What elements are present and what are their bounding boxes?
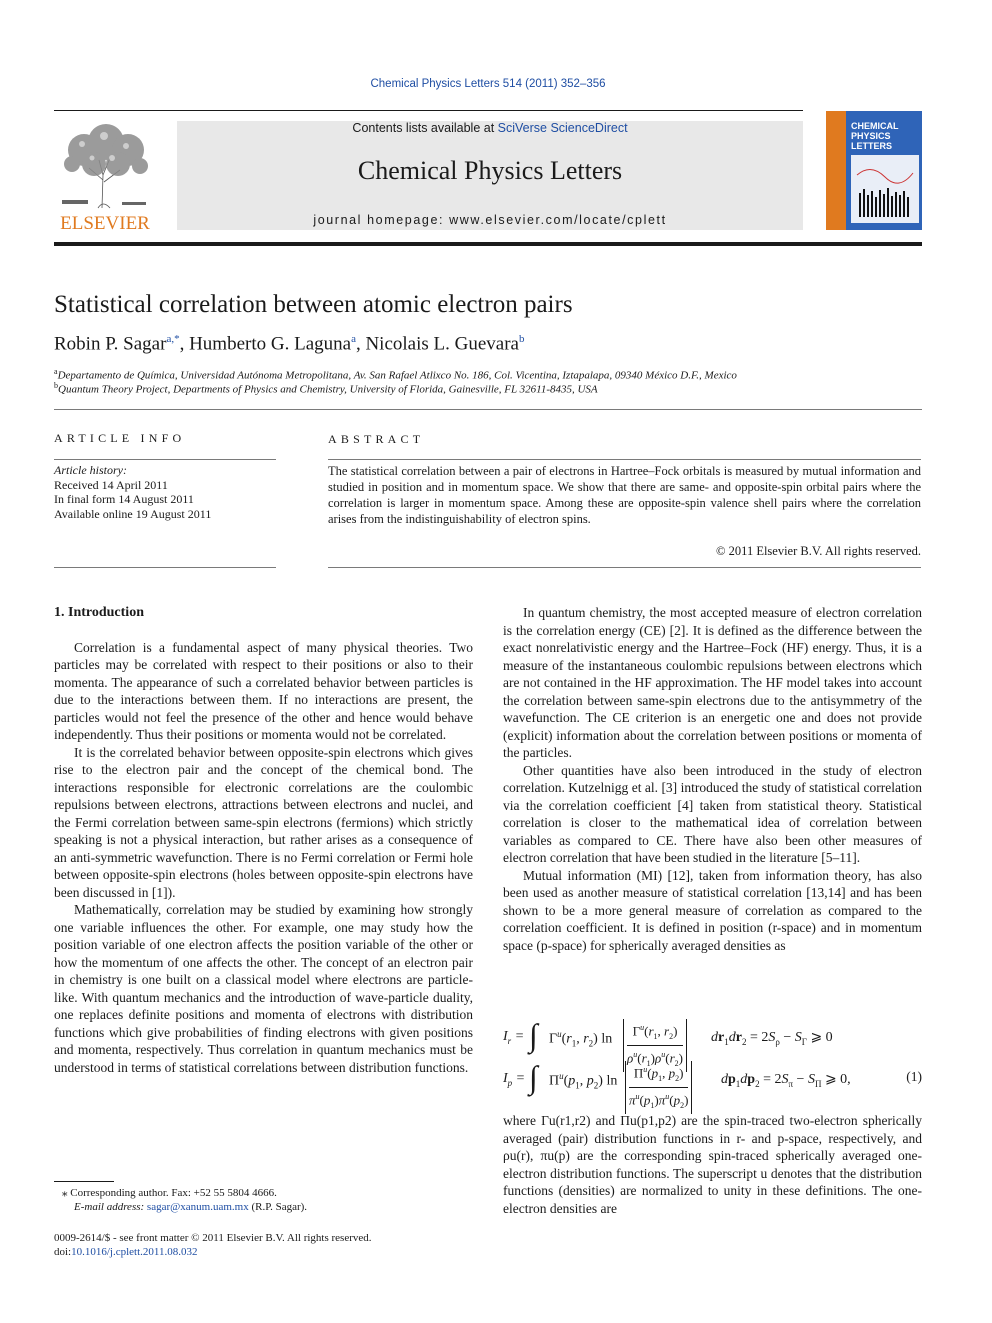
author-affiliation-mark[interactable]: a — [351, 333, 356, 345]
section-heading: 1. Introduction — [54, 605, 144, 620]
elsevier-wordmark: ELSEVIER — [60, 213, 150, 232]
right-column — [503, 604, 922, 954]
elsevier-logo — [54, 120, 156, 232]
equation-momentum-mi: $I_p$ = ∫ $\Pi^u(p_1$, $p_2$) ln $\Pi^u(p_1$, $p_2$) $\pi^u(p_1)\pi^u(p_2)$ $dp_1dp_2 = 2S_\pi - S_\Pi$ ⩾ 0, (1) — [503, 1059, 922, 1101]
article-info-bottom-rule — [54, 567, 276, 568]
body-paragraph: It is the correlated behavior between opposite-spin electrons which gives rise to the electron pair and the concept of the chemical bond. The interactions responsible for electronic correlations are the coulombic repulsions between electrons, attractions between electrons and nuclei, and the Fermi correlation between same-spin electrons (fermions) which strictly speaking is not a physical interaction, but rather arises as a consequence of an anti-symmetric wavefunction. There is no Fermi correlation or Fermi hole between opposite-spin electrons (holes between opposite-spin electrons have been discussed in [1]). — [54, 744, 473, 900]
cover-spectrum-icon — [851, 155, 919, 223]
doi-link[interactable]: 10.1016/j.cplett.2011.08.032 — [71, 1246, 198, 1258]
issn-line: 0009-2614/$ - see front matter © 2011 Elsevier B.V. All rights reserved. — [54, 1232, 372, 1244]
abstract-rule — [328, 459, 921, 460]
author-email-link[interactable]: sagar@xanum.uam.mx — [146, 1201, 249, 1213]
affiliation-a — [54, 367, 737, 382]
cover-title-line: CHEMICAL — [851, 121, 899, 131]
contents-prefix: Contents lists available at — [352, 121, 498, 135]
journal-citation[interactable]: Chemical Physics Letters 514 (2011) 352–356 — [370, 78, 606, 90]
body-paragraph: Mutual information (MI) [12], taken from information theory, has also been used as another measure of statistical correlation [13,14] and has been shown to be a more general measure of correlation as compared to the correlation coefficient. It is defined in position (r-space) and in momentum space (p-space) for spherically averaged densities as — [503, 867, 922, 953]
author-name: Nicolais L. Guevara — [365, 333, 519, 355]
history-label: Article history: — [54, 463, 127, 477]
header-top-rule — [54, 110, 803, 111]
author-name: Robin P. Sagar — [54, 333, 167, 355]
body-paragraph: Other quantities have also been introduced in the study of electron correlation. Kutzelnigg et al. [3] introduced the study of statistical correlation via the correlation coefficient [4] taken from statistical theory. Statistical correlation is closer to the mathematical idea of correlation between variables as compared to CE. There have also been other measures of electron correlation that have been studied in the literature [5–11]. — [503, 762, 922, 865]
body-paragraph: In quantum chemistry, the most accepted measure of electron correlation is the correlation energy (CE) [2]. It is defined as the difference between the exact nonrelativistic energy and the Hartree–Fock (HF) energy. Thus, it is a measure of the instantaneous coulombic repulsions between electrons which are not contained in the HF approximation. The HF model takes into account the correlation between same-spin electrons due to the antisymmetry of the wavefunction. The CE criterion is an energetic one and does not provide (explicit) information about the correlation between positions or momenta of the particles. — [503, 605, 922, 760]
equation-1 — [503, 1017, 922, 1110]
journal-title: Chemical Physics Letters — [357, 156, 623, 185]
affiliation-rule — [54, 409, 922, 410]
author-separator: , — [179, 333, 190, 355]
cover-artwork — [851, 155, 919, 223]
history-received: Received 14 April 2011 — [54, 477, 168, 492]
doi-label: doi: — [54, 1246, 72, 1258]
right-column-continued — [503, 1112, 922, 1217]
cover-title-line: LETTERS — [851, 141, 893, 151]
affiliation-text: Departamento de Química, Universidad Autónoma Metropolitana, Av. San Rafael Atlixco No. 186, Col. Vicentina, Iztapalapa, 09340 México D.F., Mexico — [57, 369, 737, 382]
sciencedirect-link[interactable]: SciVerse ScienceDirect — [497, 121, 628, 135]
equation-position-mi: $I_r$ = ∫ $\Gamma^u(r_1$, $r_2$) ln $\Gamma^u(r_1$, $r_2$) $\rho^u(r_1)\rho^u(r_2)$ $dr_1dr_2 = 2S_\rho - S_\Gamma$ ⩾ 0 — [503, 1017, 922, 1059]
author-list — [54, 333, 524, 355]
affiliation-mark: a — [54, 367, 58, 376]
doi-line — [54, 1245, 198, 1259]
elsevier-tree-icon — [54, 120, 156, 232]
article-info-rule — [54, 459, 276, 460]
cover-title-line: PHYSICS — [851, 131, 891, 141]
affiliation-text: Quantum Theory Project, Departments of Physics and Chemistry, University of Florida, Gainesville, FL 32611-8435, USA — [58, 383, 598, 396]
email-suffix: (R.P. Sagar). — [248, 1201, 308, 1213]
article-history — [54, 463, 211, 521]
body-paragraph: Correlation is a fundamental aspect of many physical theories. Two particles may be correlated with respect to their positions or also to their momenta. The appearance of such a correlated behavior between particles is due to the interactions between them. If no interactions are present, the particles would not feel the presence of the other and hence would behave independently. Thus their positions or momenta would not be correlated. — [54, 639, 473, 742]
header-bottom-rule — [54, 242, 922, 246]
footnote-rule — [54, 1181, 114, 1182]
affiliation-b — [54, 381, 598, 396]
journal-cover[interactable] — [826, 111, 922, 230]
abstract-heading: ABSTRACT — [328, 432, 425, 446]
article-info-heading: ARTICLE INFO — [54, 431, 186, 445]
history-online: Available online 19 August 2011 — [54, 506, 212, 521]
contents-lists — [177, 121, 803, 135]
email-label: E-mail address: — [74, 1201, 147, 1213]
affiliation-mark: b — [54, 381, 58, 390]
equation-number: (1) — [906, 1069, 922, 1084]
journal-homepage[interactable]: journal homepage: www.elsevier.com/locate/cplett — [313, 213, 667, 227]
author-name: Humberto G. Laguna — [189, 333, 352, 355]
body-paragraph: where Γu(r1,r2) and Πu(p1,p2) are the spin-traced two-electron spherically averaged (pair) distribution functions in r- and p-space, respectively, and ρu(r), πu(p) are the corresponding spin-traced spherically averaged one-electron distribution functions. The superscript u denotes that the distribution functions (densities) are normalized to unity in these definitions. The one-electron densities are — [503, 1113, 922, 1216]
corresponding-author-note: ⁎ Corresponding author. Fax: +52 55 5804 4666. — [62, 1187, 277, 1199]
author-separator: , — [355, 333, 366, 355]
history-final-form: In final form 14 August 2011 — [54, 492, 194, 506]
left-column — [54, 604, 473, 1076]
author-affiliation-mark[interactable]: a,* — [166, 333, 180, 345]
body-paragraph: Mathematically, correlation may be studied by examining how strongly one variable influences the other. For example, one may study how the position variable of one electron affects the position variable of the other or how the momentum of one affects the other. The concept of an electron pair in chemistry is one built on a classical model where electrons are particle-like. With quantum mechanics and the introduction of wave-particle duality, one replaces definite positions and momenta of electrons with distribution functions which give probabilities of finding electrons with given positions and momenta, respectively. Thus correlation in quantum mechanics must be understood in terms of statistical correlations between distribution functions. — [54, 902, 473, 1075]
abstract-copyright: © 2011 Elsevier B.V. All rights reserved. — [716, 544, 921, 558]
email-note — [74, 1200, 307, 1214]
abstract-text: The statistical correlation between a pair of electrons in Hartree–Fock orbitals is measured by mutual information and studied in position and in momentum space. We show that there are same- and opposite-spin orbital pairs where the correlation is larger in momentum space. Among these are opposite-spin valence shell pairs where the correlation arises from the indistinguishability of electron spins. — [328, 464, 921, 526]
abstract-bottom-rule — [328, 567, 921, 568]
article-title: Statistical correlation between atomic electron pairs — [54, 291, 573, 318]
author-affiliation-mark[interactable]: b — [518, 333, 525, 345]
cover-orange-band — [826, 111, 846, 230]
cover-title — [851, 121, 921, 151]
